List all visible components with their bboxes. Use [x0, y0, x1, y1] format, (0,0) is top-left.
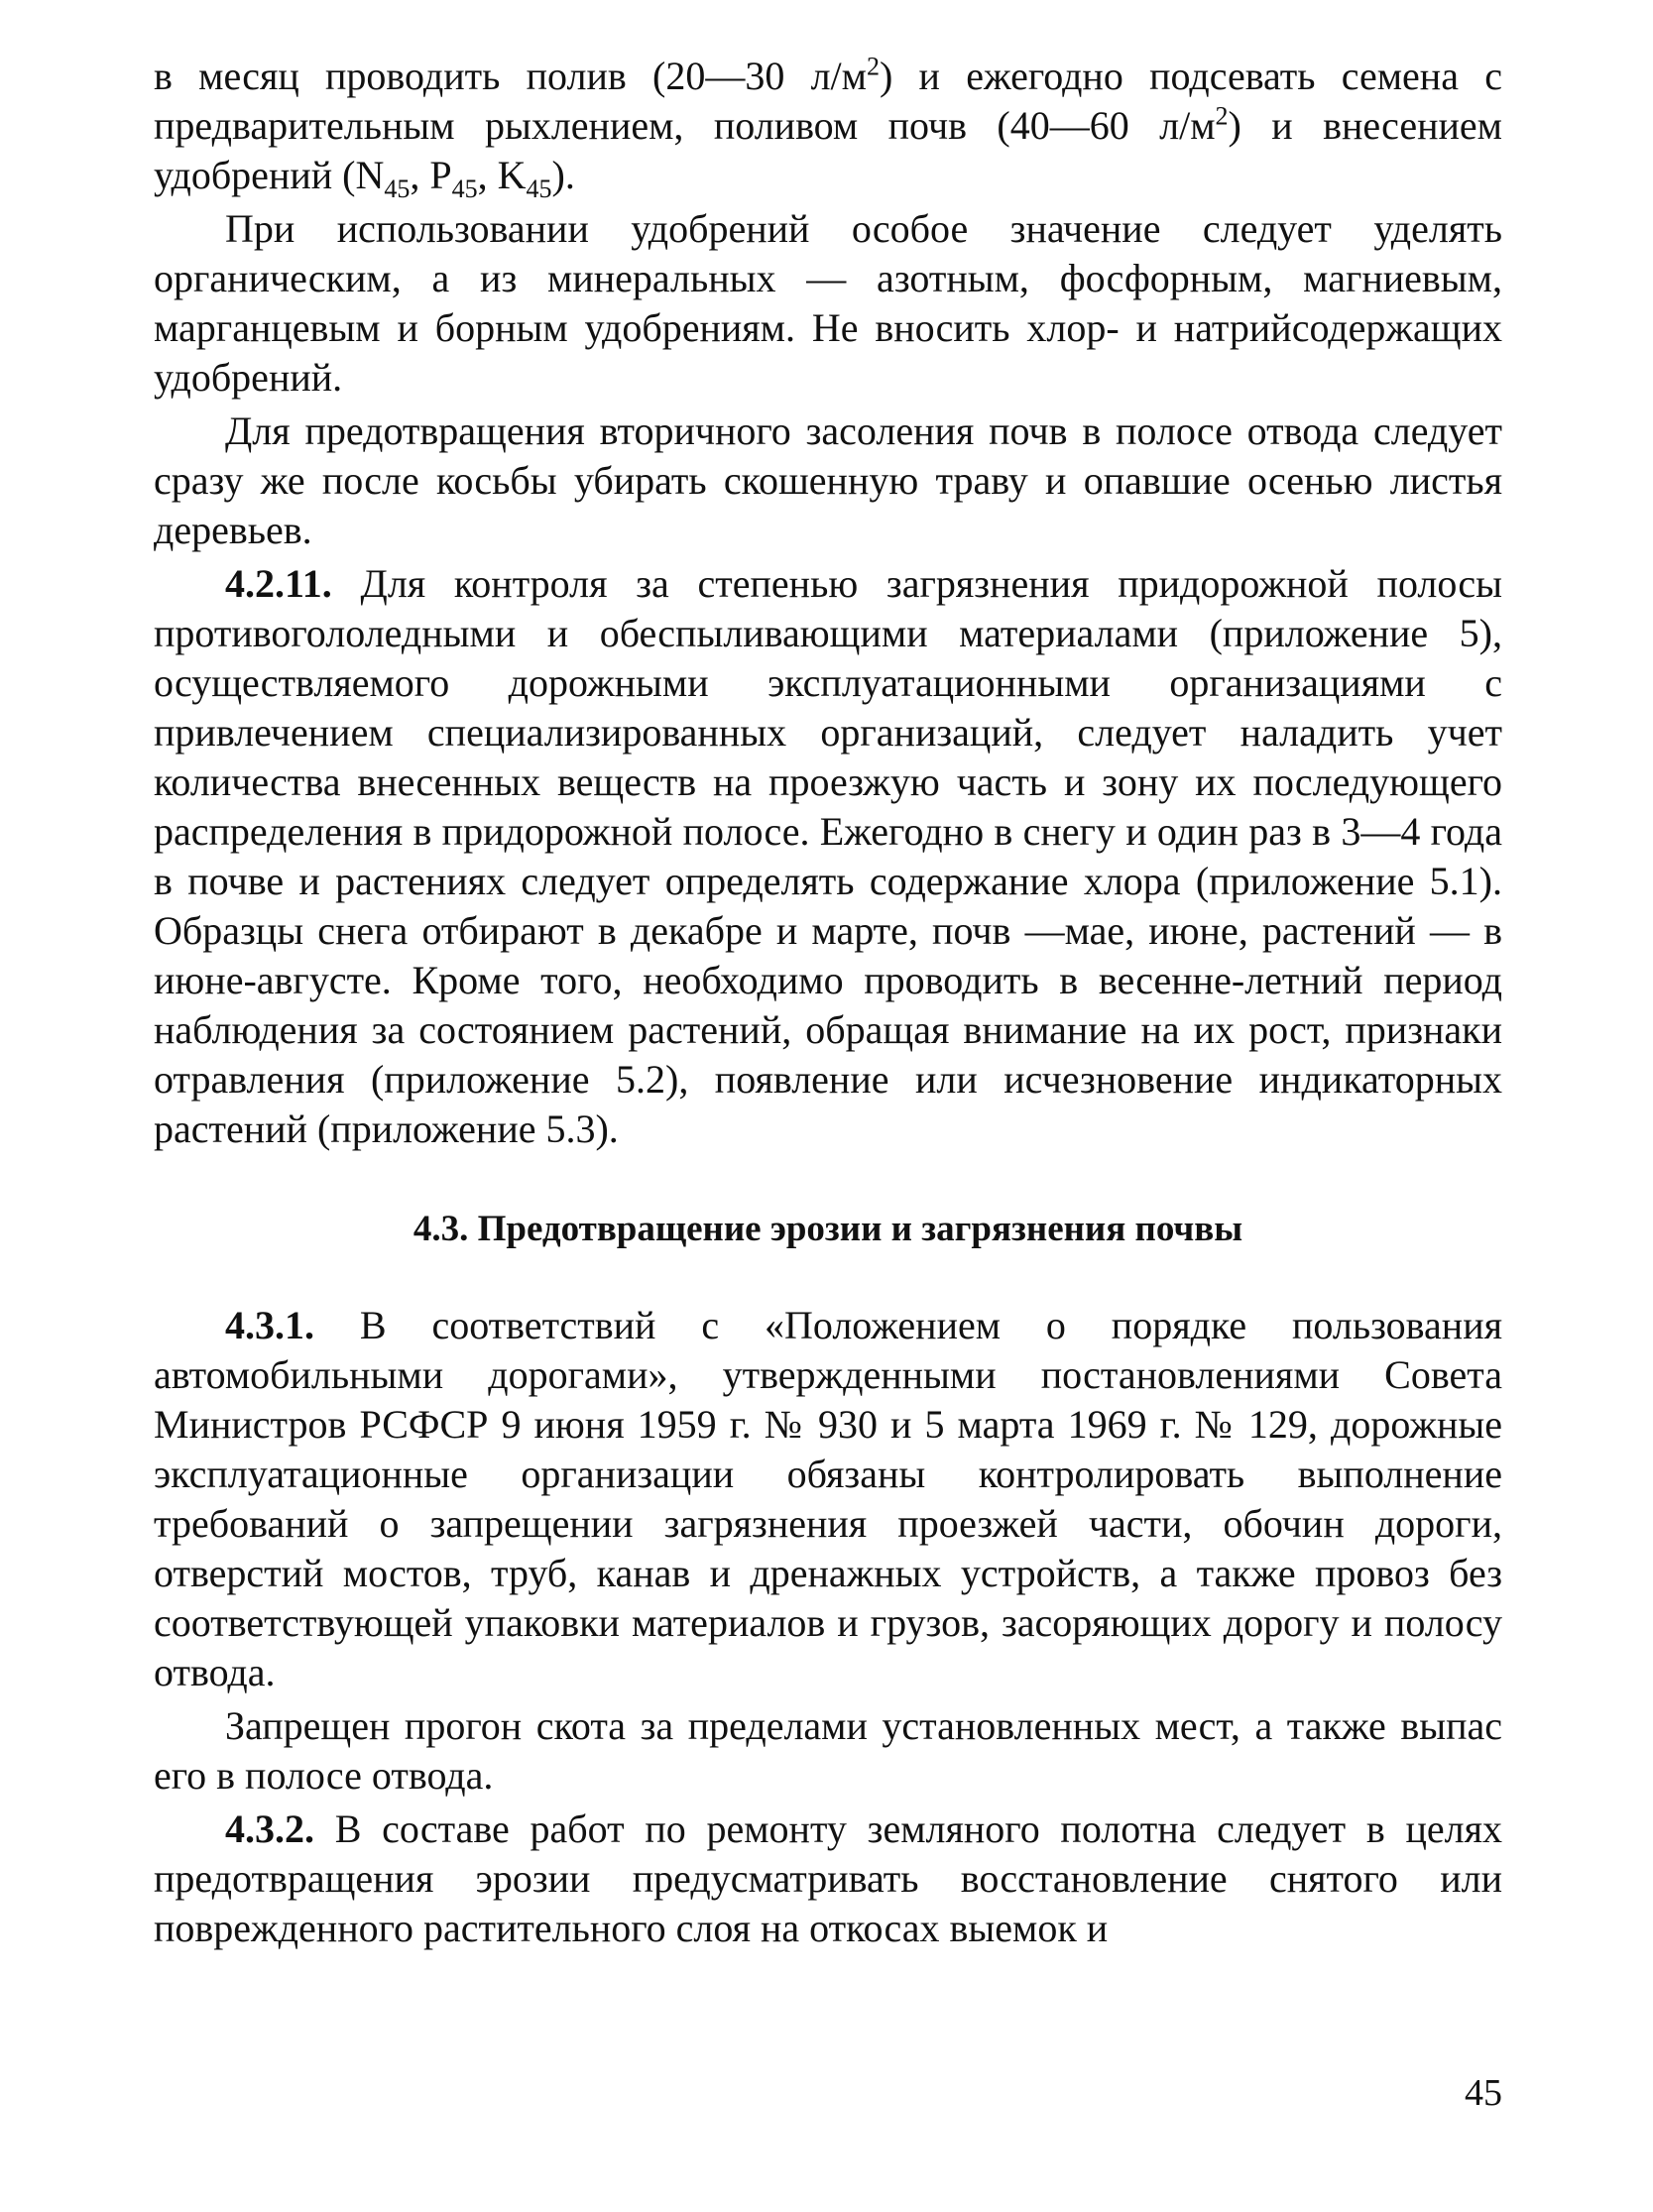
- paragraph-salinization: Для предотвращения вторичного засоления почв в полосе отвода следует сразу же после косьбы убирать скошенную траву и опавшие осенью листья деревьев.: [154, 408, 1502, 552]
- superscript: 2: [866, 52, 880, 81]
- text-fragment: , P: [410, 153, 452, 197]
- clause-text: В составе работ по ремонту земляного полотна следует в целях предотвращения эрозии предусматривать восстановление снятого или поврежденного растительного слоя на откосах выемок и: [154, 1806, 1503, 1950]
- superscript: 2: [1215, 101, 1229, 131]
- paragraph-intro-continuation: [154, 52, 1502, 203]
- subscript: 45: [384, 175, 411, 203]
- clause-text: Для контроля за степенью загрязнения придорожной полосы противогололедными и обеспыливающими материалами (приложение 5), осуществляемого дорожными эксплуатационными организациями с привлечением специализированных организаций, следует наладить учет количества внесенных веществ на проезжую часть и зону их последующего распределения в придорожной полосе. Ежегодно в снегу и один раз в 3—4 года в почве и растениях следует определять содержание хлора (приложение 5.1). Образцы снега отбирают в декабре и марте, почв —мае, июне, растений — в июне-августе. Кроме того, необходимо проводить в весенне-летний период наблюдения за состоянием растений, обращая внимание на их рост, признаки отравления (приложение 5.2), появление или исчезновение индикаторных растений (приложение 5.3).: [154, 561, 1502, 1151]
- clause-text: В соответствий с «Положением о порядке пользования автомобильными дорогами», утвержденными постановлениями Совета Министров РСФСР 9 июня 1959 г. № 930 и 5 марта 1969 г. № 129, дорожные эксплуатационные организации обязаны контролировать выполнение требований о запрещении загрязнения проезжей части, обочин дороги, отверстий мостов, труб, канав и дренажных устройств, а также провоз без соответствующей упаковки материалов и грузов, засоряющих дорогу и полосу отвода.: [154, 1303, 1503, 1694]
- text-fragment: ) и ежегодно подсевать семена с предварительным рыхлением, поливом почв (40—60 л/м: [154, 54, 1502, 148]
- paragraph-fertilizer: При использовании удобрений особое значение следует уделять органическим, а из минеральных — азотным, фосфорным, магниевым, марганцевым и борным удобрениям. Не вносить хлор- и натрийсодержащих удобрений.: [154, 206, 1502, 400]
- clause-4-2-11: [154, 559, 1502, 1154]
- clause-4-3-1: [154, 1301, 1502, 1697]
- text-fragment: в месяц проводить полив (20—30 л/м: [154, 54, 867, 98]
- text-fragment: ) и внесением удобрений (N: [154, 103, 1502, 197]
- clause-number: 4.3.2.: [225, 1806, 314, 1851]
- clause-4-3-2: [154, 1805, 1502, 1953]
- text-fragment: ).: [551, 153, 575, 197]
- page-number: 45: [1465, 2072, 1502, 2114]
- subscript: 45: [526, 175, 552, 203]
- paragraph-livestock: Запрещен прогон скота за пределами установленных мест, а также выпас его в полосе отвода.: [154, 1703, 1502, 1798]
- subscript: 45: [451, 175, 478, 203]
- section-heading: 4.3. Предотвращение эрозии и загрязнения почвы: [413, 1209, 1243, 1249]
- document-page: [154, 52, 1502, 2183]
- text-fragment: , K: [477, 153, 527, 197]
- clause-number: 4.2.11.: [225, 561, 332, 606]
- clause-number: 4.3.1.: [225, 1303, 314, 1347]
